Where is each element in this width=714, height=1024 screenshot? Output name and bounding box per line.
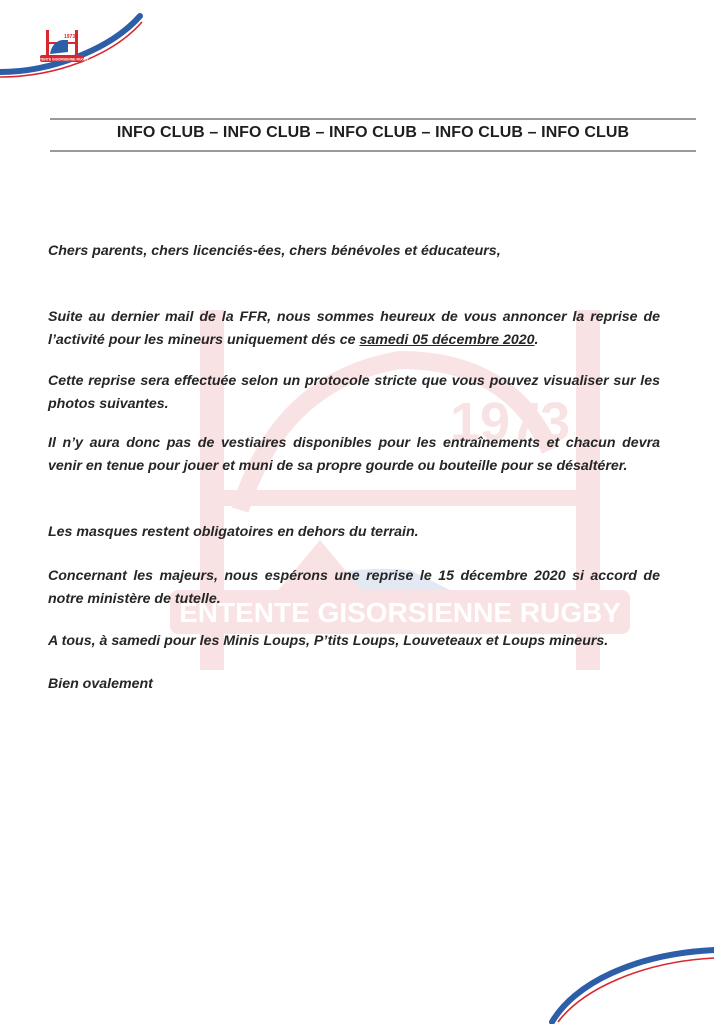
banner-bottom-rule [50,150,696,152]
banner-top-rule [50,118,696,120]
watermark-year: 1973 [450,392,571,452]
letter-paragraph-announcement [48,306,660,352]
bottom-corner-swoosh [544,944,714,1024]
letter-signoff: Bien ovalement [48,676,153,692]
letter-greeting: Chers parents, chers licenciés-ées, chers bénévoles et éducateurs, [48,243,501,259]
club-logo [35,28,89,68]
restart-date: samedi 05 décembre 2020 [359,332,535,348]
letter-paragraph-see-you: A tous, à samedi pour les Minis Loups, P’tits Loups, Louveteaux et Loups mineurs. [48,633,609,649]
letter-paragraph-adults: Concernant les majeurs, nous espérons une reprise le 15 décembre 2020 si accord de notre ministère de tutelle. [48,568,660,607]
letter-paragraph-changing-rooms: Il n’y aura donc pas de vestiaires disponibles pour les entraînements et chacun devra venir en tenue pour jouer et muni de sa propre gourde ou bouteille pour se désaltérer. [48,435,660,474]
watermark-club-name: ENTENTE GISORSIENNE RUGBY [179,597,621,628]
announcement-end: . [534,332,539,348]
letter-paragraph-masks: Les masques restent obligatoires en dehors du terrain. [48,524,419,540]
announcement-text: Suite au dernier mail de la FFR, nous sommes heureux de vous annoncer la reprise de l’activité pour les mineurs uniquement dés ce [48,309,660,348]
letter-paragraph-protocol: Cette reprise sera effectuée selon un protocole stricte que vous pouvez visualiser sur les photos suivantes. [48,373,660,412]
info-club-banner: INFO CLUB – INFO CLUB – INFO CLUB – INFO CLUB – INFO CLUB [116,124,630,141]
logo-year: 1973 [64,34,76,40]
logo-club-name: ENTENTE GISORSIENNE RUGBY [35,57,89,62]
